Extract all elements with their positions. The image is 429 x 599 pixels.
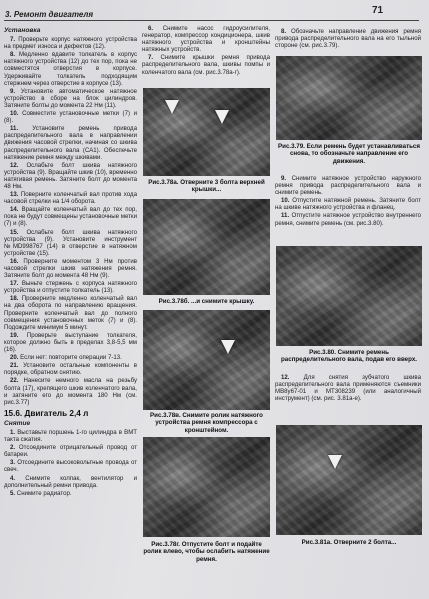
- photo-fig-3-81a: [276, 425, 422, 535]
- step-paragraph: [4, 295, 137, 330]
- caption-fig-3-79: Рис.3.79. Если ремень будет устанавливаться снова, то обозначьте направление его движения.: [278, 143, 420, 165]
- step-text: Установите остальные компоненты в порядке, обратном снятию.: [4, 362, 137, 377]
- step-paragraph: [4, 332, 137, 353]
- step-number: 14.: [10, 206, 19, 214]
- step-number: 8.: [10, 51, 16, 59]
- step-number: 9.: [10, 87, 16, 95]
- step-paragraph: [4, 162, 137, 190]
- step-paragraph: [4, 362, 137, 376]
- step-paragraph: [275, 175, 421, 196]
- section-title: 3. Ремонт двигателя: [5, 10, 94, 19]
- caption-fig-3-78g: Рис.3.78г. Отпустите болт и подайте ролик влево, чтобы ослабить натяжение ремня.: [143, 541, 270, 563]
- step-paragraph: [4, 258, 137, 279]
- header-rule: [4, 20, 419, 21]
- step-number: 10.: [281, 197, 290, 205]
- step-text: Отпустите натяжное устройство внутреннего ремня, снимите ремень (см. рис.3.80).: [275, 212, 421, 227]
- step-number: 19.: [10, 331, 19, 339]
- step-paragraph: [4, 354, 137, 361]
- step-paragraph: [4, 110, 137, 124]
- caption-fig-3-81a: Рис.3.81а. Отверните 2 болта...: [301, 539, 397, 546]
- step-paragraph: [4, 490, 137, 497]
- step-text: Снимите колпак, вентилятор и дополнительный ремни привода.: [4, 474, 137, 489]
- step-number: 17.: [10, 280, 19, 288]
- step-number: 10.: [10, 110, 19, 118]
- section-heading-engine-2-4: 15.6. Двигатель 2,4 л: [4, 408, 89, 418]
- step-paragraph: [142, 25, 270, 53]
- step-text: Отсоедините отрицательный провод от батареи.: [4, 444, 137, 459]
- caption-fig-3-78a: Рис.3.78а. Отверните 3 болта верхней крышки...: [148, 179, 265, 194]
- step-number: 4.: [10, 474, 16, 482]
- right-steps-bottom: [275, 374, 421, 402]
- step-paragraph: [4, 51, 137, 86]
- caption-fig-3-78v: Рис.3.78в. Снимите ролик натяжного устройства ремня компрессора с кронштейном.: [150, 412, 263, 434]
- step-number: 6.: [148, 25, 154, 32]
- step-number: 11.: [281, 212, 290, 220]
- step-text: Отпустите натяжной ремень. Затяните болт на шкиве натяжного устройства и фланец.: [275, 197, 421, 212]
- step-number: 18.: [10, 295, 19, 303]
- step-number: 7.: [148, 54, 154, 62]
- step-text: Ослабьте болт шкива натяжного устройства (9). Установите инструмент №MD998767 (14) в отверстие в натяжном устройстве (15).: [4, 228, 137, 257]
- step-text: Проверните медленно коленчатый вал на два оборота по направлению вращения. Проверните коленчатый вал до полного совмещения установочных меток (7) и (8). Подождите минимум 5 минут.: [4, 295, 137, 331]
- subheading-removal: Снятие: [4, 419, 31, 427]
- step-paragraph: [4, 429, 137, 443]
- photo-fig-3-78b: [143, 199, 270, 295]
- step-paragraph: [4, 377, 137, 405]
- step-text: Проверните моментом 3 Нм против часовой стрелки шкив натяжения ремня. Затяните болт до момента 48 Нм (9).: [4, 257, 137, 280]
- arrow-marker: [221, 340, 235, 354]
- arrow-marker: [328, 455, 342, 469]
- step-number: 21.: [10, 362, 19, 370]
- step-text: Поверните коленчатый вал против хода часовой стрелки на 1/4 оборота.: [4, 191, 137, 206]
- step-number: 1.: [10, 428, 16, 436]
- subheading-install: Установка: [4, 27, 41, 34]
- step-text: Нанесите немного масла на резьбу болта (17), крепящего шкив коленчатого вала, и затяните его до момента 180 Нм (см. рис.3.77): [4, 377, 137, 406]
- step-paragraph: [4, 444, 137, 458]
- step-text: Ослабьте болт шкива натяжного устройства (9). Вращайте шкив (10), временно натягивая ремень. Затяните болт до момента 48 Нм.: [4, 161, 137, 190]
- step-paragraph: [4, 88, 137, 109]
- step-text: Проверьте корпус натяжного устройства на предмет износа и дефектов (12).: [4, 36, 137, 51]
- photo-fig-3-78g: [143, 437, 270, 537]
- step-number: 15.: [10, 228, 19, 236]
- page-header: [0, 0, 429, 17]
- step-text: Вращайте коленчатый вал до тех пор, пока не будут совмещены установочные метки (7) и (8).: [4, 206, 137, 228]
- step-text: Для снятия зубчатого шкива распределительного вала применяются съемники MB8у67-01 и MT308239 (или аналогичный инструмент) (см. рис. 3.81а-е).: [275, 374, 421, 403]
- step-text: Обозначьте направление движения ремня привода распределительного вала на его тыльной стороне (см. рис.3.79).: [275, 28, 421, 50]
- arrow-marker: [165, 100, 179, 114]
- step-paragraph: [4, 36, 137, 50]
- step-number: 8.: [281, 28, 287, 35]
- step-number: 22.: [10, 377, 19, 385]
- step-text: Снимите насос гидроусилителя, генератор, компрессор кондиционера, шкив натяжного устройства и кронштейны натяжных устройств.: [142, 25, 270, 54]
- right-steps-top: [275, 28, 421, 49]
- text-column-right-bottom: [275, 374, 421, 403]
- step-text: Снимите радиатор.: [15, 489, 72, 497]
- step-paragraph: [275, 374, 421, 402]
- photo-fig-3-79: [276, 56, 422, 140]
- install-steps: [4, 36, 137, 406]
- step-text: Выньте стержень с корпуса натяжного устройства и отпустите толкатель (13).: [4, 280, 137, 295]
- step-number: 2.: [10, 444, 16, 452]
- step-number: 9.: [281, 175, 287, 182]
- step-number: 7.: [10, 36, 16, 44]
- step-number: 12.: [281, 374, 290, 381]
- step-number: 16.: [10, 257, 19, 265]
- step-text: Медленно вдавите толкатель в корпус натяжного устройства (12) до тех пор, пока не совместятся отверстия в корпусе. Удерживайте толкатель подходящим стержнем через отверстие в корпусе (13).: [4, 51, 137, 87]
- text-column-right-mid: [275, 175, 421, 228]
- step-text: Снимите крышки ремня привода распределительного вала, шкивы помпы и коленчатого вала (см. рис.3.78а-г).: [142, 54, 270, 76]
- step-paragraph: [4, 206, 137, 227]
- text-column-right: [275, 28, 421, 50]
- middle-steps: [142, 25, 270, 76]
- caption-fig-3-78b: Рис.3.78б. ...и снимите крышку.: [158, 298, 255, 305]
- photo-fig-3-78a: [143, 88, 270, 176]
- step-number: 12.: [10, 161, 19, 169]
- step-text: Если нет: повторите операции 7-13.: [18, 354, 122, 362]
- step-text: Совместите установочные метки (7) и (8).: [4, 110, 137, 125]
- step-number: 5.: [10, 489, 16, 497]
- step-text: Снимите натяжное устройство наружного ремня привода распределительного вала и снимите ремень.: [275, 175, 421, 197]
- step-text: Отсоедините высоковольтные провода от свеч.: [4, 459, 137, 474]
- step-text: Установите автоматическое натяжное устройство в сборе на блок цилиндров. Затяните болты до момента 22 Нм (11).: [4, 87, 137, 109]
- page-number: 71: [372, 5, 384, 16]
- step-paragraph: [4, 191, 137, 205]
- photo-fig-3-78v: [143, 310, 270, 410]
- step-text: Проверьте выступание толкателя, которое должно быть в пределах 3,8-5,5 мм (16).: [4, 331, 137, 354]
- step-number: 11.: [10, 125, 19, 133]
- arrow-marker: [215, 110, 229, 124]
- step-paragraph: [4, 475, 137, 489]
- step-paragraph: [4, 459, 137, 473]
- right-steps-mid: [275, 175, 421, 227]
- step-paragraph: [4, 125, 137, 160]
- step-number: 20.: [10, 354, 19, 362]
- photo-fig-3-80: [276, 246, 422, 346]
- text-column-left: [4, 25, 137, 498]
- text-column-middle: [142, 25, 270, 77]
- step-text: Установите ремень привода распределительного вала в направлении движения часовой стрелки, начиная со шкива распределительного вала (СА1). Обеспечьте натяжение ремня между шкивами.: [4, 125, 137, 161]
- step-paragraph: [4, 280, 137, 294]
- caption-fig-3-80: Рис.3.80. Снимите ремень распределительного вала, подав его вверх.: [280, 349, 417, 364]
- removal-steps: [4, 429, 137, 497]
- step-number: 3.: [10, 459, 16, 467]
- step-paragraph: [142, 54, 270, 75]
- step-paragraph: [4, 229, 137, 257]
- step-number: 13.: [10, 191, 19, 199]
- step-paragraph: [275, 212, 421, 226]
- step-paragraph: [275, 28, 421, 49]
- step-paragraph: [275, 197, 421, 211]
- step-text: Выставьте поршень 1-го цилиндра в ВМТ такта сжатия.: [4, 428, 137, 444]
